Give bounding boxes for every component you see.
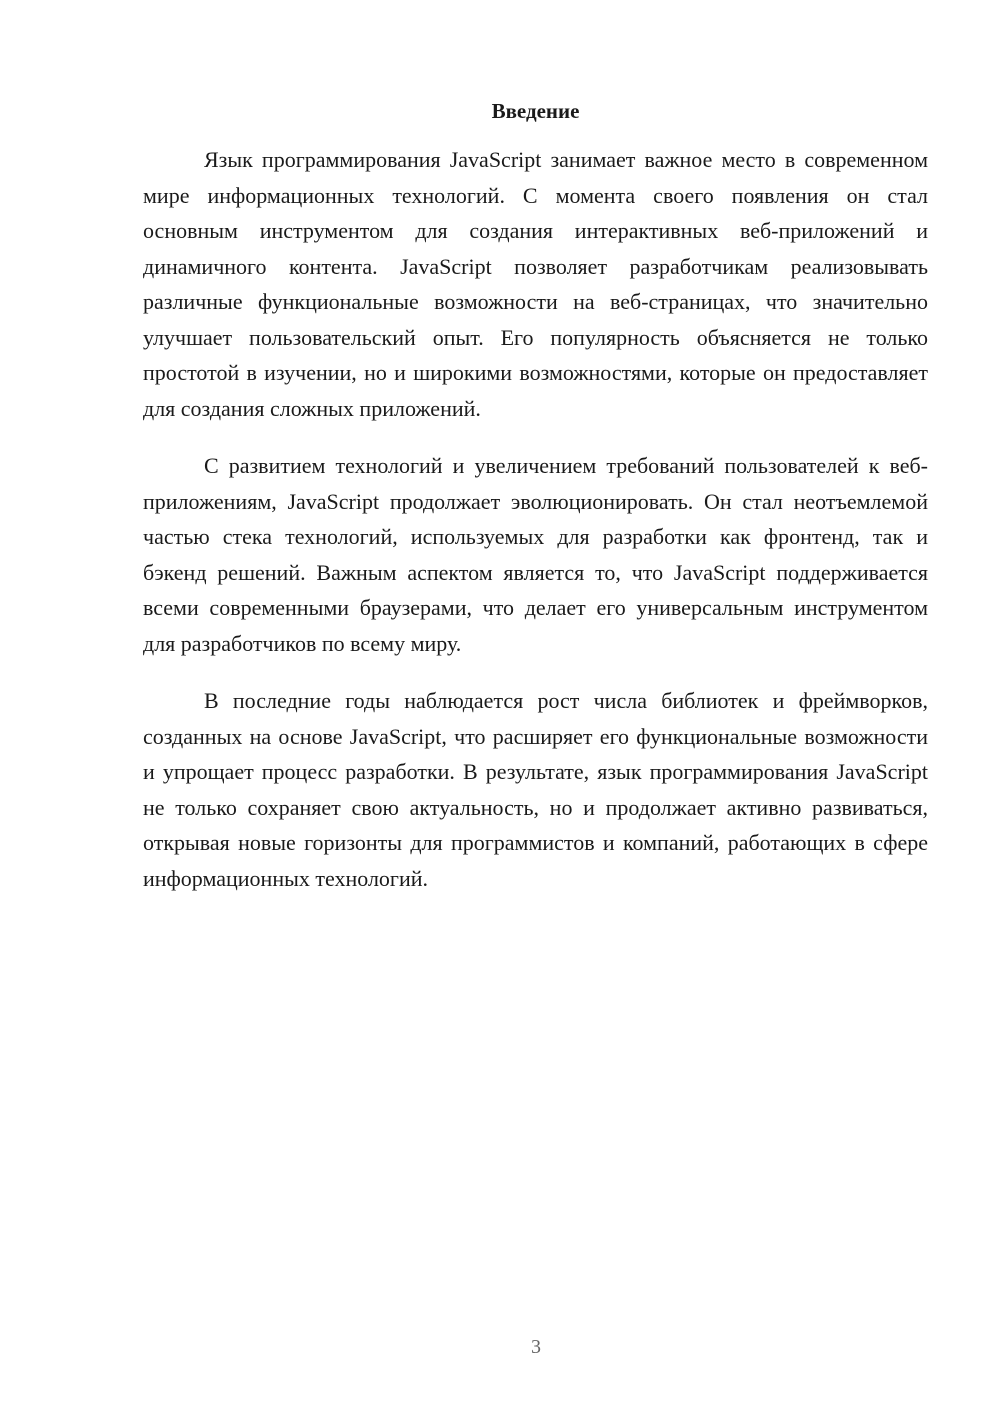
page-title: Введение xyxy=(491,99,580,123)
document-body xyxy=(143,142,928,918)
paragraph-2: С развитием технологий и увеличением требований пользователей к веб-приложениям, JavaScript продолжает эволюционировать. Он стал неотъемлемой частью стека технологий, используемых для разработки как фронтенд, так и бэкенд решений. Важным аспектом является то, что JavaScript поддерживается всеми современными браузерами, что делает его универсальным инструментом для разработчиков по всему миру. xyxy=(143,453,928,656)
page-number: 3 xyxy=(531,1336,541,1358)
paragraph-1: Язык программирования JavaScript занимает важное место в современном мире информационных технологий. С момента своего появления он стал основным инструментом для создания интерактивных веб-приложений и динамичного контента. JavaScript позволяет разработчикам реализовывать различные функциональные возможности на веб-страницах, что значительно улучшает пользовательский опыт. Его популярность объясняется не только простотой в изучении, но и широкими возможностями, которые он предоставляет для создания сложных приложений. xyxy=(143,147,928,421)
paragraph-3: В последние годы наблюдается рост числа библиотек и фреймворков, созданных на основе JavaScript, что расширяет его функциональные возможности и упрощает процесс разработки. В результате, язык программирования JavaScript не только сохраняет свою актуальность, но и продолжает активно развиваться, открывая новые горизонты для программистов и компаний, работающих в сфере информационных технологий. xyxy=(143,688,928,891)
